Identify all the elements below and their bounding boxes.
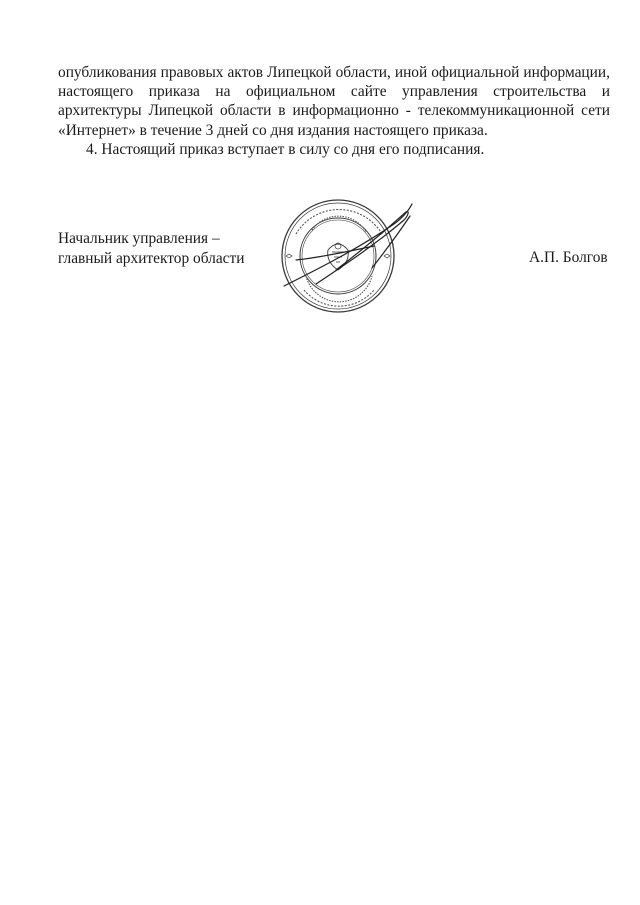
position-line-2: главный архитектор области [58,249,245,267]
signatory-name: А.П. Болгов [529,249,608,266]
paragraph-4: 4. Настоящий приказ вступает в силу со дня его подписания. [86,140,485,158]
position-line-1: Начальник управления – [58,230,220,247]
document-body [58,63,610,159]
official-seal-with-signature [276,190,416,320]
signatory-position [58,229,244,268]
paragraph-continuation: опубликования правовых актов Липецкой области, иной официальной информации, настоящего приказа на официальном сайте управления строительства и архитектуры Липецкой области в информационно - телекоммуникационной сети «Интернет» в течение 3 дней со дня издания настоящего приказа. [58,64,610,139]
